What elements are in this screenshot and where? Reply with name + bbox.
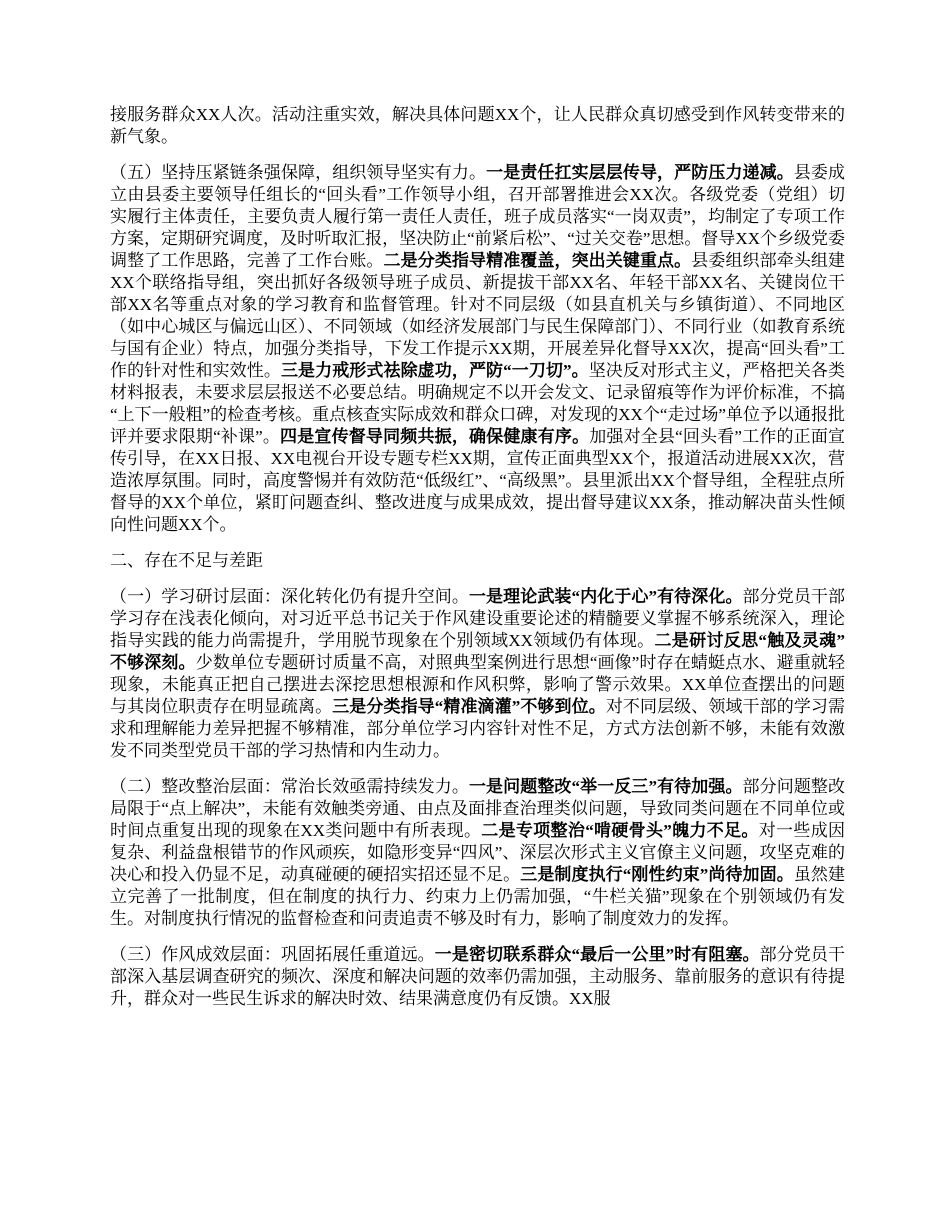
text-run: 部分问题整改局限于“点上解决”，未能有效触类旁通、由点及面排查治理类似问题，导致同类问题在不同单位或时间点重复出现的现象在XX类问题中有所表现。: [110, 777, 846, 840]
text-run: 接服务群众XX人次。活动注重实效，解决具体问题XX个，让人民群众真切感受到作风转变带来的新气象。: [110, 105, 845, 146]
text-run-bold: 二是专项整治“啃硬骨头”魄力不足。: [481, 821, 759, 840]
text-run-bold: 三是力戒形式祛除虚功，严防“一刀切”。: [280, 361, 589, 380]
text-run-bold: 一是密切联系群众“最后一公里”时有阻塞。: [434, 945, 760, 964]
text-run: 加强对全县“回头看”工作的正面宣传引导，在XX日报、XX电视台开设专题专栏XX期，宣传正面典型XX个，报道活动进展XX次，营造浓厚氛围。同时，高度警惕并有效防范“低级红”、“高级黑”。县里派出XX个督导组，全程驻点所督导的XX个单位，紧盯问题查纠、整改进度与成果成效，提出督导建议XX条，推动解决苗头性倾向性问题XX个。: [110, 427, 846, 534]
text-run-bold: 二是分类指导精准覆盖，突出关键重点。: [383, 251, 692, 270]
text-run-bold: 二是研讨反思“触及灵魂”不够深刻。: [110, 631, 846, 672]
text-run-bold: 一是责任扛实层层传导，严防压力递减。: [486, 163, 794, 182]
text-run-bold: 一是问题整改“举一反三”有待加强。: [468, 777, 743, 796]
text-run: 县委组织部牵头组建XX个联络指导组，突出抓好各级领导班子成员、新提拔干部XX名、年轻干部XX名、关键岗位干部XX名等重点对象的学习教育和监督管理。针对不同层级（如县直机关与乡镇街道）、不同地区（如中心城区与偏远山区）、不同领域（如经济发展部门与民生保障部门）、不同行业（如教育系统与国有企业）特点，加强分类指导，下发工作提示XX期，开展差异化督导XX次，提高“回头看”工作的针对性和实效性。: [110, 251, 846, 380]
text-run: 虽然建立完善了一批制度，但在制度的执行力、约束力上仍需加强，“牛栏关猫”现象在个别领域仍有发生。对制度执行情况的监督检查和问责追责不够及时有力，影响了制度效力的发挥。: [110, 865, 846, 928]
text-run: 部分党员干部深入基层调查研究的频次、深度和解决问题的效率仍需加强，主动服务、靠前服务的意识有待提升，群众对一些民生诉求的解决时效、结果满意度仍有反馈。XX服: [110, 945, 846, 1008]
text-run-bold: 四是宣传督导同频共振，确保健康有序。: [280, 427, 590, 446]
text-run: 对一些成因复杂、利益盘根错节的作风顽疾，如隐形变异“四风”、深层次形式主义官僚主义问题，攻坚克难的决心和投入仍显不足，动真碰硬的硬招实招还显不足。: [110, 821, 846, 884]
text-run: （二）整改整治层面：常治长效亟需持续发力。: [110, 777, 469, 796]
text-run-bold: 三是分类指导“精准滴灌”不够到位。: [332, 697, 606, 716]
section-heading-2: [110, 550, 845, 572]
text-run: （三）作风成效层面：巩固拓展任重道远。: [110, 945, 435, 964]
section-heading-text: 二、存在不足与差距: [110, 551, 263, 570]
text-run: 部分党员干部学习存在浅表化倾向，对习近平总书记关于作风建设重要论述的精髓要义掌握不够系统深入，理论指导实践的能力尚需提升，学用脱节现象在个别领域XX领域仍有体现。: [110, 587, 846, 650]
text-run: 县委成立由县委主要领导任组长的“回头看”工作领导小组，召开部署推进会XX次。各级党委（党组）切实履行主体责任，主要负责人履行第一责任人责任，班子成员落实“一岗双责”，均制定了专项工作方案，定期研究调度，及时听取汇报，坚决防止“前紧后松”、“过关交卷”思想。督导XX个乡级党委调整了工作思路，完善了工作台账。: [110, 163, 846, 270]
paragraph-item-1: [110, 586, 845, 762]
text-run: 少数单位专题研讨质量不高，对照典型案例进行思想“画像”时存在蜻蜓点水、避重就轻现象，未能真正把自己摆进去深挖思想根源和作风积弊，影响了警示效果。XX单位查摆出的问题与其岗位职责存在明显疏离。: [110, 653, 845, 716]
text-run: 坚决反对形式主义，严格把关各类材料报表，未要求层层报送不必要总结。明确规定不以开会发文、记录留痕等作为评价标准，不搞“上下一般粗”的检查考核。重点核查实际成效和群众口碑，对发现的XX个“走过场”单位予以通报批评并要求限期“补课”。: [110, 361, 846, 446]
text-run: （五）坚持压紧链条强保障，组织领导坚实有力。: [110, 163, 487, 182]
text-run: 对不同层级、领域干部的学习需求和理解能力差异把握不够精准，部分单位学习内容针对性不足，方式方法创新不够，未能有效激发不同类型党员干部的学习热情和内生动力。: [110, 697, 846, 760]
paragraph-item-2: [110, 776, 845, 930]
paragraph-section-5: [110, 162, 845, 536]
paragraph-continuation: [110, 104, 845, 148]
text-run-bold: 三是制度执行“刚性约束”尚待加固。: [520, 865, 794, 884]
text-run-bold: 一是理论武装“内化于心”有待深化。: [468, 587, 743, 606]
text-run: （一）学习研讨层面：深化转化仍有提升空间。: [110, 587, 469, 606]
paragraph-item-3: [110, 944, 845, 1010]
